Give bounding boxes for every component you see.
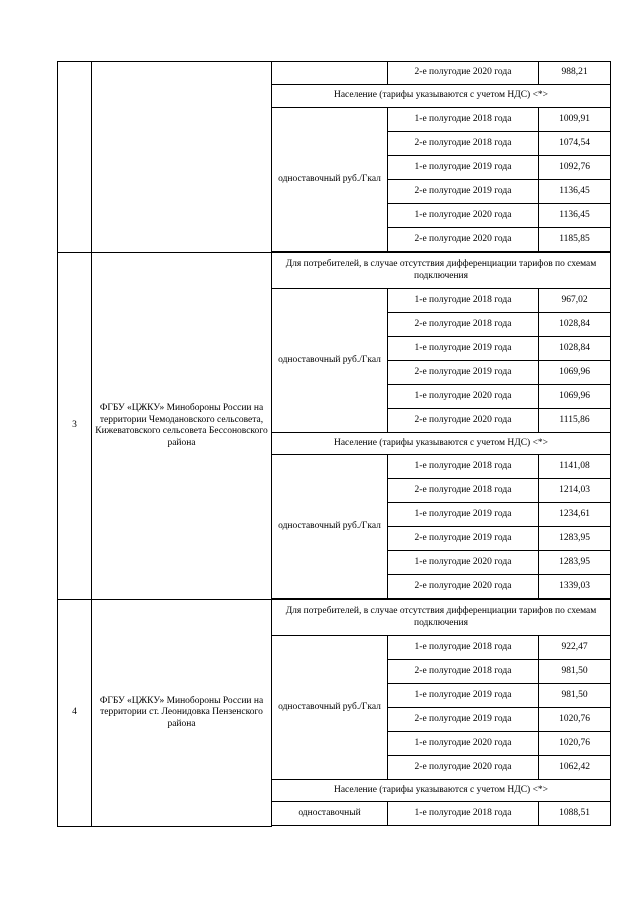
value-cell: 1028,84	[539, 337, 611, 361]
tariff-type-cell: одноставочный руб./Гкал	[272, 289, 388, 433]
tariff-type-cell: одноставочный руб./Гкал	[272, 636, 388, 780]
value-cell: 1283,95	[539, 551, 611, 575]
period-cell: 1-е полугодие 2020 года	[388, 551, 539, 575]
value-cell: 1088,51	[539, 802, 611, 826]
value-cell: 981,50	[539, 684, 611, 708]
section-number-cell: 4	[58, 600, 92, 827]
value-cell: 1028,84	[539, 313, 611, 337]
value-cell: 1020,76	[539, 732, 611, 756]
period-cell: 1-е полугодие 2018 года	[388, 455, 539, 479]
value-cell: 1136,45	[539, 180, 611, 204]
period-cell: 1-е полугодие 2019 года	[388, 503, 539, 527]
group-header: Население (тарифы указываются с учетом НДС) <*>	[272, 85, 611, 108]
value-cell: 1234,61	[539, 503, 611, 527]
period-cell: 2-е полугодие 2019 года	[388, 527, 539, 551]
value-cell: 1115,86	[539, 409, 611, 433]
period-cell: 1-е полугодие 2018 года	[388, 289, 539, 313]
value-cell: 1009,91	[539, 108, 611, 132]
organization-cell	[92, 62, 272, 253]
table-row	[58, 600, 611, 636]
value-cell: 922,47	[539, 636, 611, 660]
period-cell: 2-е полугодие 2020 года	[388, 228, 539, 252]
value-cell: 1092,76	[539, 156, 611, 180]
value-cell: 1214,03	[539, 479, 611, 503]
value-cell: 1069,96	[539, 361, 611, 385]
table-row	[58, 62, 611, 85]
period-cell: 1-е полугодие 2019 года	[388, 684, 539, 708]
tariff-type-cell: одноставочный руб./Гкал	[272, 108, 388, 252]
period-cell: 2-е полугодие 2019 года	[388, 180, 539, 204]
tariff-type-cell: одноставочный	[272, 802, 388, 826]
period-cell: 2-е полугодие 2018 года	[388, 313, 539, 337]
value-cell: 988,21	[539, 62, 611, 85]
period-cell: 1-е полугодие 2020 года	[388, 732, 539, 756]
period-cell: 2-е полугодие 2018 года	[388, 479, 539, 503]
organization-cell: ФГБУ «ЦЖКУ» Минобороны России на территории ст. Леонидовка Пензенского района	[92, 600, 272, 827]
period-cell: 1-е полугодие 2020 года	[388, 204, 539, 228]
period-cell: 1-е полугодие 2018 года	[388, 802, 539, 826]
period-cell: 2-е полугодие 2018 года	[388, 132, 539, 156]
section-number-cell	[58, 62, 92, 253]
period-cell: 2-е полугодие 2019 года	[388, 708, 539, 732]
value-cell: 1185,85	[539, 228, 611, 252]
group-header: Население (тарифы указываются с учетом НДС) <*>	[272, 433, 611, 455]
period-cell: 2-е полугодие 2020 года	[388, 409, 539, 433]
value-cell: 981,50	[539, 660, 611, 684]
period-cell: 1-е полугодие 2019 года	[388, 337, 539, 361]
organization-cell: ФГБУ «ЦЖКУ» Минобороны России на территории Чемодановского сельсовета, Кижеватовского сельсовета Бессоновского района	[92, 253, 272, 600]
table-row	[58, 253, 611, 289]
tariff-type-cell: одноставочный руб./Гкал	[272, 455, 388, 599]
period-cell: 1-е полугодие 2019 года	[388, 156, 539, 180]
value-cell: 1283,95	[539, 527, 611, 551]
group-header: Для потребителей, в случае отсутствия дифференциации тарифов по схемам подключения	[272, 600, 611, 636]
period-cell: 1-е полугодие 2020 года	[388, 385, 539, 409]
period-cell: 2-е полугодие 2020 года	[388, 62, 539, 85]
value-cell: 1020,76	[539, 708, 611, 732]
group-header: Для потребителей, в случае отсутствия дифференциации тарифов по схемам подключения	[272, 253, 611, 289]
period-cell: 2-е полугодие 2020 года	[388, 575, 539, 599]
value-cell: 967,02	[539, 289, 611, 313]
value-cell: 1062,42	[539, 756, 611, 780]
tariff-type-cell	[272, 62, 388, 85]
value-cell: 1069,96	[539, 385, 611, 409]
period-cell: 2-е полугодие 2019 года	[388, 361, 539, 385]
tariff-table	[57, 61, 611, 827]
period-cell: 1-е полугодие 2018 года	[388, 636, 539, 660]
value-cell: 1141,08	[539, 455, 611, 479]
value-cell: 1136,45	[539, 204, 611, 228]
period-cell: 2-е полугодие 2018 года	[388, 660, 539, 684]
period-cell: 1-е полугодие 2018 года	[388, 108, 539, 132]
section-number-cell: 3	[58, 253, 92, 600]
value-cell: 1074,54	[539, 132, 611, 156]
period-cell: 2-е полугодие 2020 года	[388, 756, 539, 780]
group-header: Население (тарифы указываются с учетом НДС) <*>	[272, 780, 611, 802]
value-cell: 1339,03	[539, 575, 611, 599]
